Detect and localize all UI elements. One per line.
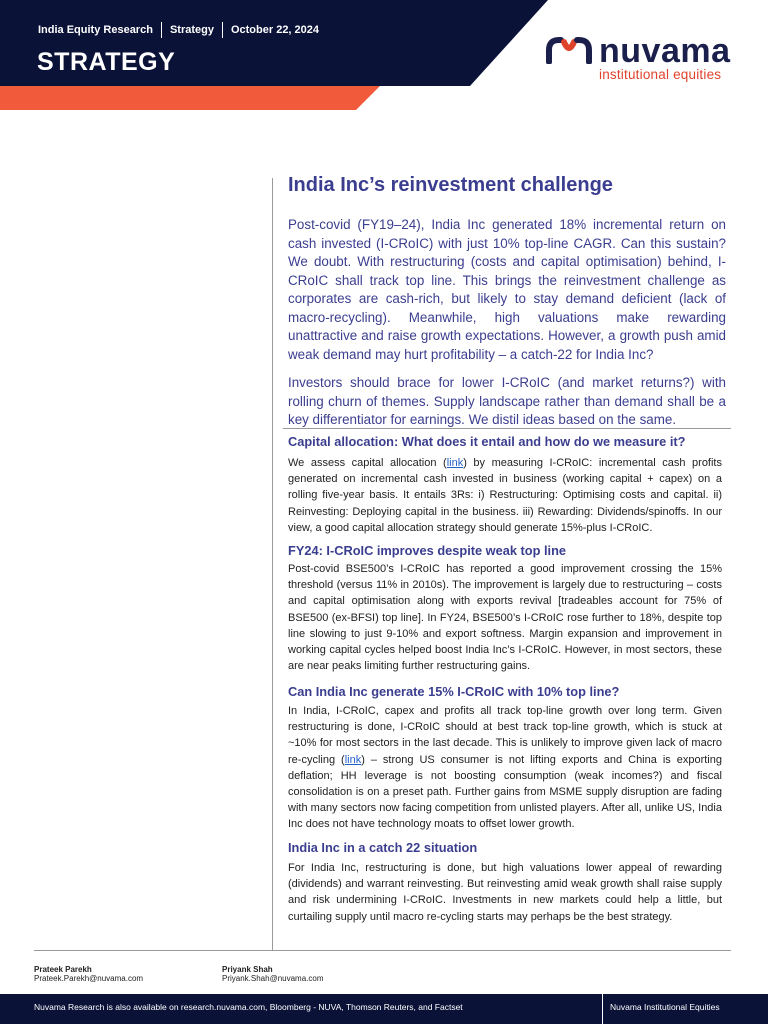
section-body-capital-allocation: We assess capital allocation (link) by measuring I-CRoIC: incremental cash profits generated on incremental cash invested in business (working capital + capex) on a rolling five-year basis. It entails 3Rs: i) Restructuring: Optimising costs and capital. ii) Reinvesting: Deploying capital in the business. iii) Rewarding: Dividends/spinoffs. In our view, a good capital allocation strategy should generate 15%-plus I-CRoIC. [288,457,722,534]
page-footer [0,994,768,1024]
macro-recycling-link[interactable]: link [344,753,362,766]
section-heading-catch22: India Inc in a catch 22 situation [288,840,478,855]
section-body-catch22: For India Inc, restructuring is done, but high valuations lower appeal of rewarding (dividends) and warrant reinvesting. But reinvesting amid weak growth shall raise supply and risk undermining I-CRoIC. Investments in new markets could help a little, but curtailing supply until macro re-cycling starts may perhaps be the best strategy. [288,862,722,923]
section-label: STRATEGY [37,48,176,76]
logo-wordmark: nuvama [599,32,731,70]
report-title: India Inc’s reinvestment challenge [288,174,613,196]
column-divider [272,178,273,950]
section-body-growth: In India, I-CRoIC, capex and profits all track top-line growth over long term. Given restructuring is done, I-CRoIC should at best track top-line growth, which is stuck at ~10% for most sectors in the last decade. This is unlikely to improve given lack of macro re-cycling (link) – strong US consumer is not lifting exports and China is exporting deflation; HH leverage is not boosting consumption (weak incomes?) and fiscal consolidation is on a preset path. Further gains from MSME supply disruption are fading with many sectors now facing competition from unlisted players. After all, unlike US, India Inc does not have technology moats to offset lower growth. [288,705,722,831]
logo-tagline: institutional equities [599,67,722,82]
footer-brand: Nuvama Institutional Equities [610,1002,720,1012]
section-heading-capital-allocation: Capital allocation: What does it entail and how do we measure it? [288,434,686,449]
nuvama-logo-icon [544,36,594,64]
report-meta [38,22,327,38]
section-heading-fy24: FY24: I-CRoIC improves despite weak top line [288,543,567,558]
meta-type: Strategy [162,22,223,38]
author-2-email[interactable]: Priyank.Shah@nuvama.com [222,974,324,983]
footer-availability: Nuvama Research is also available on research.nuvama.com, Bloomberg - NUVA, Thomson Reuters, and Factset [34,1002,463,1012]
nuvama-logo [544,34,744,84]
meta-date: October 22, 2024 [230,24,320,36]
author-1-email[interactable]: Prateek.Parekh@nuvama.com [34,974,144,983]
author-2 [222,965,324,983]
section-body-fy24: Post-covid BSE500’s I-CRoIC has reported a good improvement crossing the 15% threshold (versus 11% in 2010s). The improvement is largely due to restructuring – costs and capital optimisation along with exports revival [tradeables account for 75% of BSE500 (ex-BFSI) top line]. In FY24, BSE500’s I-CRoIC rose further to 18%, despite top line slowing to just 9-10% and export softness. Margin expansion and improvement in working capital cycles helped boost India Inc’s I-CRoIC. However, in most sectors, these are near peaks limiting further restructuring gains. [288,563,722,673]
header-accent-stripe [0,86,380,110]
lead-paragraph-2: Investors should brace for lower I-CRoIC (and market returns?) with rolling churn of themes. Supply landscape rather than demand shall be a key differentiator for earnings. We distil ideas based on the same. [288,375,726,427]
lead-paragraph-1: Post-covid (FY19–24), India Inc generated 18% incremental return on cash invested (I-CRoIC) with just 10% top-line CAGR. Can this sustain? We doubt. With restructuring (costs and capital optimisation) behind, I-CRoIC shall track top line. This brings the reinvestment challenge as corporates are cash-rich, but likely to stay demand deficient (lack of macro-recycling). Meanwhile, high valuations make rewarding unattractive and raise growth expectations. However, a growth push amid weak demand may hurt profitability – a catch-22 for India Inc? [288,217,726,362]
footer-divider [602,994,603,1024]
author-2-name: Priyank Shah [222,965,273,974]
author-1 [34,965,143,983]
author-separator [34,950,731,951]
author-1-name: Prateek Parekh [34,965,92,974]
capital-allocation-link[interactable]: link [446,457,464,469]
meta-category: India Equity Research [38,22,162,38]
lead-separator [283,428,731,429]
section-heading-growth: Can India Inc generate 15% I-CRoIC with 10% top line? [288,684,620,699]
